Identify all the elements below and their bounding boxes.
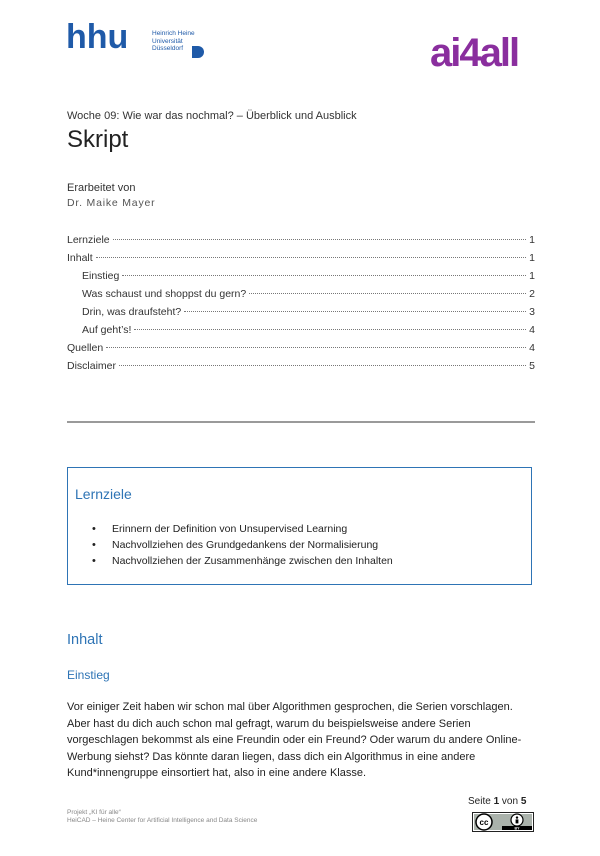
hhu-logo-letters: hhu	[66, 22, 129, 56]
hhu-logo-line2: Universität	[152, 37, 183, 45]
section-heading-inhalt: Inhalt	[67, 632, 103, 648]
toc-entry-page: 2	[529, 288, 535, 300]
subsection-heading-einstieg: Einstieg	[67, 668, 110, 682]
toc-entry-quellen[interactable]	[67, 342, 535, 360]
hhu-logo-line1: Heinrich Heine	[152, 30, 195, 37]
hhu-logo	[66, 22, 216, 62]
attribution-person-icon	[511, 814, 523, 826]
toc-entry-page: 1	[529, 234, 535, 246]
ai4all-logo-text: ai4all	[430, 31, 519, 70]
toc-entry-auf-gehts[interactable]	[67, 324, 535, 342]
learning-goals-box	[67, 467, 532, 585]
toc-entry-page: 1	[529, 270, 535, 282]
toc-entry-drin-was[interactable]	[67, 306, 535, 324]
toc-leader-dots	[249, 293, 526, 294]
creative-commons-icon	[476, 814, 492, 830]
author-label: Erarbeitet von	[67, 182, 136, 194]
ai4all-logo	[430, 26, 542, 70]
page-number-separator: von	[501, 796, 519, 807]
page-number-prefix: Seite	[468, 796, 491, 807]
cc-by-license-badge	[472, 812, 534, 832]
toc-leader-dots	[96, 257, 526, 258]
toc-leader-dots	[122, 275, 526, 276]
hhu-logo-mark	[66, 22, 148, 58]
toc-entry-page: 4	[529, 342, 535, 354]
toc-entry-page: 5	[529, 360, 535, 372]
learning-goals-title: Lernziele	[75, 486, 132, 502]
learning-goals-list	[92, 521, 393, 569]
toc-entry-label: Disclaimer	[67, 360, 117, 372]
footer-project-line: Projekt „KI für alle“	[67, 809, 121, 816]
toc-entry-label: Drin, was draufsteht?	[82, 306, 182, 318]
hhu-logo-text	[152, 30, 195, 53]
learning-goal-item: • Nachvollziehen der Zusammenhänge zwischen den Inhalten	[92, 553, 393, 569]
section-divider	[67, 421, 535, 423]
toc-entry-page: 4	[529, 324, 535, 336]
toc-leader-dots	[113, 239, 527, 240]
footer-center-line: HeiCAD – Heine Center for Artificial Intelligence and Data Science	[67, 817, 258, 824]
toc-entry-label: Inhalt	[67, 252, 93, 264]
learning-goal-item: • Erinnern der Definition von Unsupervised Learning	[92, 521, 393, 537]
table-of-contents	[67, 234, 535, 378]
toc-entry-label: Lernziele	[67, 234, 110, 246]
page-number-total: 5	[520, 796, 527, 807]
toc-entry-disclaimer[interactable]	[67, 360, 535, 378]
toc-entry-label: Was schaust und shoppst du gern?	[82, 288, 247, 300]
svg-text:cc: cc	[479, 817, 489, 827]
toc-leader-dots	[134, 329, 526, 330]
toc-leader-dots	[119, 365, 526, 366]
toc-entry-label: Einstieg	[82, 270, 120, 282]
learning-goal-item: • Nachvollziehen des Grundgedankens der Normalisierung	[92, 537, 393, 553]
toc-entry-label: Quellen	[67, 342, 104, 354]
author-name: Dr. Maike Mayer	[67, 197, 156, 209]
hhu-logo-line3: Düsseldorf	[152, 45, 184, 52]
toc-entry-was-schaust[interactable]	[67, 288, 535, 306]
page-number-current: 1	[493, 796, 500, 807]
toc-leader-dots	[184, 311, 526, 312]
body-paragraph: Vor einiger Zeit haben wir schon mal über Algorithmen gesprochen, die Serien vorschlagen. Aber hast du dich auch schon mal gefragt, warum du beispielsweise andere Serien vorgeschlagen bekommst als eine Freundin oder ein Freund? Oder warum du andere Online-Werbung siehst? Das könnte daran liegen, dass dich ein Algorithmus in eine andere Kund*innengruppe einsortiert hat, also in eine andere Klasse.	[67, 701, 522, 779]
footer-project-info	[67, 809, 257, 825]
license-by-label: BY	[514, 826, 520, 831]
toc-entry-lernziele[interactable]	[67, 234, 535, 252]
document-title: Skript	[67, 126, 129, 153]
hhu-logo-dot-icon	[192, 46, 204, 58]
page-number	[468, 796, 526, 807]
toc-entry-inhalt[interactable]	[67, 252, 535, 270]
toc-entry-page: 1	[529, 252, 535, 264]
toc-leader-dots	[106, 347, 526, 348]
toc-entry-label: Auf geht’s!	[82, 324, 132, 336]
toc-entry-einstieg[interactable]	[67, 270, 535, 288]
week-subtitle: Woche 09: Wie war das nochmal? – Überblick und Ausblick	[67, 110, 357, 122]
toc-entry-page: 3	[529, 306, 535, 318]
